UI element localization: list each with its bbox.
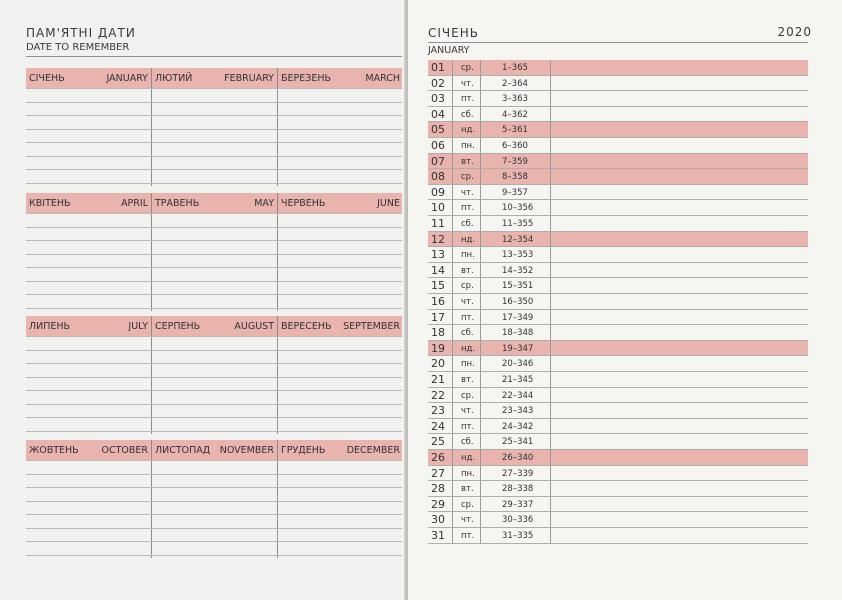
cell-divider xyxy=(480,294,481,309)
day-count: 16–350 xyxy=(502,297,534,307)
month-name-ua: ЛИСТОПАД xyxy=(155,445,211,456)
day-count: 20–346 xyxy=(502,359,534,370)
day-row[interactable] xyxy=(428,185,808,201)
day-number: 17 xyxy=(431,310,445,324)
cell-divider xyxy=(452,512,453,527)
writing-line[interactable] xyxy=(26,227,402,228)
weekday-label: пн. xyxy=(461,141,475,151)
day-row[interactable] xyxy=(428,434,808,450)
day-count: 4–362 xyxy=(502,109,528,120)
month-rule xyxy=(428,42,808,43)
month-name-en: JULY xyxy=(128,321,148,332)
cell-divider xyxy=(452,60,453,75)
cell-divider xyxy=(550,107,551,122)
writing-line[interactable] xyxy=(26,474,402,475)
cell-divider xyxy=(452,122,453,137)
weekday-label: чт. xyxy=(461,78,474,89)
writing-line[interactable] xyxy=(26,431,402,432)
cell-divider xyxy=(452,372,453,387)
day-row[interactable] xyxy=(428,372,808,388)
day-number: 15 xyxy=(431,279,445,293)
day-row[interactable] xyxy=(428,481,808,497)
cell-divider xyxy=(452,200,453,215)
day-number: 26 xyxy=(431,451,445,464)
day-row[interactable] xyxy=(428,419,808,435)
day-row[interactable] xyxy=(428,310,808,326)
day-number: 10 xyxy=(431,201,445,215)
day-count: 7–359 xyxy=(502,156,528,167)
cell-divider xyxy=(550,512,551,527)
day-number: 05 xyxy=(431,123,445,137)
month-name-ua: БЕРЕЗЕНЬ xyxy=(281,73,332,84)
day-row[interactable] xyxy=(428,91,808,107)
cell-divider xyxy=(550,200,551,215)
day-number: 06 xyxy=(431,139,445,152)
quarter-block xyxy=(26,193,402,311)
cell-divider xyxy=(452,216,453,231)
writing-line[interactable] xyxy=(26,308,402,309)
cell-divider xyxy=(550,169,551,184)
month-name-en: JANUARY xyxy=(106,73,148,84)
month-name-ua: ГРУДЕНЬ xyxy=(281,445,326,456)
day-number: 03 xyxy=(431,92,445,106)
cell-divider xyxy=(480,107,481,122)
day-count: 1–365 xyxy=(502,63,528,73)
day-count: 25–341 xyxy=(502,437,534,448)
cell-divider xyxy=(550,419,551,434)
cell-divider xyxy=(480,200,481,215)
weekday-label: пт. xyxy=(461,421,475,432)
day-number: 24 xyxy=(431,419,445,433)
day-count: 14–352 xyxy=(502,265,534,276)
month-name-en: AUGUST xyxy=(234,321,274,332)
cell-divider xyxy=(452,278,453,293)
day-number: 31 xyxy=(431,529,445,542)
writing-line[interactable] xyxy=(26,390,402,391)
cell-divider xyxy=(480,122,481,137)
month-header xyxy=(152,316,277,336)
day-count: 22–344 xyxy=(502,390,534,401)
day-number: 29 xyxy=(431,497,445,511)
day-count: 11–355 xyxy=(502,219,534,229)
cell-divider xyxy=(480,450,481,465)
day-number: 01 xyxy=(431,61,445,74)
cell-divider xyxy=(550,91,551,106)
month-header xyxy=(278,316,403,336)
day-number: 08 xyxy=(431,170,445,184)
day-row[interactable] xyxy=(428,169,808,185)
day-row[interactable] xyxy=(428,232,808,248)
cell-divider xyxy=(550,341,551,356)
month-header xyxy=(26,316,151,336)
cell-divider xyxy=(480,60,481,75)
day-count: 5–361 xyxy=(502,125,528,136)
cell-divider xyxy=(550,497,551,512)
weekday-label: нд. xyxy=(461,453,476,463)
cell-divider xyxy=(550,278,551,293)
weekday-label: ср. xyxy=(461,63,474,73)
day-number: 22 xyxy=(431,388,445,402)
cell-divider xyxy=(452,154,453,169)
day-count: 8–358 xyxy=(502,172,528,183)
weekday-label: вт. xyxy=(461,265,474,276)
cell-divider xyxy=(452,403,453,418)
weekday-label: сб. xyxy=(461,437,474,448)
writing-line[interactable] xyxy=(26,156,402,157)
cell-divider xyxy=(452,263,453,278)
day-row[interactable] xyxy=(428,497,808,513)
cell-divider xyxy=(550,232,551,247)
cell-divider xyxy=(480,310,481,325)
weekday-label: ср. xyxy=(461,499,474,510)
day-count: 15–351 xyxy=(502,281,534,292)
day-count: 26–340 xyxy=(502,453,534,463)
writing-line[interactable] xyxy=(26,501,402,502)
cell-divider xyxy=(550,388,551,403)
writing-line[interactable] xyxy=(26,514,402,515)
writing-line[interactable] xyxy=(26,417,402,418)
title-rule xyxy=(26,56,402,57)
page-title: ПАМ'ЯТНІ ДАТИ xyxy=(26,26,136,40)
cell-divider xyxy=(452,76,453,91)
day-count: 17–349 xyxy=(502,312,534,323)
day-number: 18 xyxy=(431,326,445,340)
year-label: 2020 xyxy=(777,25,812,39)
month-name-ua: ЧЕРВЕНЬ xyxy=(281,198,326,209)
day-count: 27–339 xyxy=(502,468,534,479)
weekday-label: пт. xyxy=(461,94,475,105)
writing-line[interactable] xyxy=(26,169,402,170)
cell-divider xyxy=(452,388,453,403)
cell-divider xyxy=(550,138,551,153)
weekday-label: пн. xyxy=(461,468,475,479)
cell-divider xyxy=(452,232,453,247)
cell-divider xyxy=(480,481,481,496)
month-header xyxy=(278,440,403,460)
day-count: 13–353 xyxy=(502,250,534,261)
weekday-label: вт. xyxy=(461,484,474,495)
cell-divider xyxy=(480,216,481,231)
cell-divider xyxy=(550,403,551,418)
page-subtitle: DATE TO REMEMBER xyxy=(26,42,130,53)
cell-divider xyxy=(480,154,481,169)
day-number: 13 xyxy=(431,248,445,262)
day-count: 21–345 xyxy=(502,375,534,385)
day-count: 28–338 xyxy=(502,484,534,495)
day-row[interactable] xyxy=(428,325,808,341)
cell-divider xyxy=(452,294,453,309)
day-number: 21 xyxy=(431,373,445,386)
day-number: 14 xyxy=(431,263,445,277)
cell-divider xyxy=(452,341,453,356)
day-count: 31–335 xyxy=(502,531,534,541)
day-row[interactable] xyxy=(428,388,808,404)
weekday-label: чт. xyxy=(461,297,474,307)
cell-divider xyxy=(480,247,481,262)
cell-divider xyxy=(480,341,481,356)
day-number: 12 xyxy=(431,232,445,246)
cell-divider xyxy=(480,278,481,293)
month-name-en: MAY xyxy=(254,198,274,209)
day-number: 27 xyxy=(431,466,445,480)
month-name-ua: СЕРПЕНЬ xyxy=(155,321,201,332)
cell-divider xyxy=(480,91,481,106)
month-name-ua: ТРАВЕНЬ xyxy=(155,198,200,209)
cell-divider xyxy=(550,528,551,543)
weekday-label: нд. xyxy=(461,234,476,245)
cell-divider xyxy=(550,356,551,371)
day-row[interactable] xyxy=(428,247,808,263)
month-header xyxy=(278,68,403,88)
day-row[interactable] xyxy=(428,107,808,123)
day-row[interactable] xyxy=(428,154,808,170)
weekday-label: вт. xyxy=(461,375,474,385)
day-row[interactable] xyxy=(428,60,808,76)
day-row[interactable] xyxy=(428,216,808,232)
cell-divider xyxy=(452,434,453,449)
weekday-label: чт. xyxy=(461,515,474,526)
cell-divider xyxy=(452,107,453,122)
writing-line[interactable] xyxy=(26,377,402,378)
day-number: 28 xyxy=(431,482,445,496)
month-header xyxy=(152,193,277,213)
day-number: 09 xyxy=(431,185,445,199)
cell-divider xyxy=(480,419,481,434)
month-header xyxy=(152,68,277,88)
month-name-en: DECEMBER xyxy=(346,445,400,456)
cell-divider xyxy=(480,403,481,418)
month-header xyxy=(152,440,277,460)
cell-divider xyxy=(550,185,551,200)
cell-divider xyxy=(480,325,481,340)
cell-divider xyxy=(480,388,481,403)
writing-line[interactable] xyxy=(26,336,402,337)
day-count: 6–360 xyxy=(502,141,528,151)
cell-divider xyxy=(452,310,453,325)
cell-divider xyxy=(550,481,551,496)
right-page xyxy=(408,0,842,600)
cell-divider xyxy=(550,247,551,262)
month-name-ua: ЛЮТИЙ xyxy=(155,73,193,84)
cell-divider xyxy=(480,434,481,449)
weekday-label: пн. xyxy=(461,359,475,370)
cell-divider xyxy=(550,310,551,325)
month-title: СІЧЕНЬ xyxy=(428,26,479,40)
month-name-en: MARCH xyxy=(365,73,400,84)
cell-divider xyxy=(480,76,481,91)
day-row[interactable] xyxy=(428,512,808,528)
writing-line[interactable] xyxy=(26,115,402,116)
day-number: 25 xyxy=(431,435,445,449)
cell-divider xyxy=(550,450,551,465)
cell-divider xyxy=(550,372,551,387)
day-row[interactable] xyxy=(428,76,808,92)
writing-line[interactable] xyxy=(26,555,402,556)
cell-divider xyxy=(550,294,551,309)
cell-divider xyxy=(452,466,453,481)
day-number: 20 xyxy=(431,357,445,371)
month-name-en: JUNE xyxy=(377,198,400,209)
writing-line[interactable] xyxy=(26,404,402,405)
cell-divider xyxy=(452,528,453,543)
writing-line[interactable] xyxy=(26,254,402,255)
writing-line[interactable] xyxy=(26,487,402,488)
cell-divider xyxy=(480,232,481,247)
weekday-label: пт. xyxy=(461,531,475,541)
writing-line[interactable] xyxy=(26,350,402,351)
weekday-label: вт. xyxy=(461,156,474,167)
cell-divider xyxy=(480,528,481,543)
writing-line[interactable] xyxy=(26,294,402,295)
day-number: 02 xyxy=(431,76,445,90)
day-row[interactable] xyxy=(428,356,808,372)
day-row[interactable] xyxy=(428,466,808,482)
cell-divider xyxy=(480,263,481,278)
weekday-label: ср. xyxy=(461,390,474,401)
weekday-label: чт. xyxy=(461,187,474,198)
day-row[interactable] xyxy=(428,403,808,419)
writing-line[interactable] xyxy=(26,142,402,143)
day-row[interactable] xyxy=(428,138,808,154)
cell-divider xyxy=(480,372,481,387)
writing-line[interactable] xyxy=(26,240,402,241)
cell-divider xyxy=(452,325,453,340)
month-name-ua: ЛИПЕНЬ xyxy=(29,321,71,332)
day-number: 07 xyxy=(431,154,445,168)
cell-divider xyxy=(452,169,453,184)
cell-divider xyxy=(480,185,481,200)
cell-divider xyxy=(452,185,453,200)
weekday-label: сб. xyxy=(461,328,474,339)
weekday-label: пн. xyxy=(461,250,475,261)
writing-line[interactable] xyxy=(26,460,402,461)
writing-line[interactable] xyxy=(26,129,402,130)
day-count: 9–357 xyxy=(502,187,528,198)
writing-line[interactable] xyxy=(26,88,402,89)
weekday-label: сб. xyxy=(461,109,474,120)
cell-divider xyxy=(550,154,551,169)
month-header xyxy=(26,68,151,88)
writing-line[interactable] xyxy=(26,213,402,214)
weekday-label: пт. xyxy=(461,312,475,323)
day-row[interactable] xyxy=(428,263,808,279)
writing-line[interactable] xyxy=(26,267,402,268)
cell-divider xyxy=(550,263,551,278)
day-count: 23–343 xyxy=(502,406,534,417)
weekday-label: нд. xyxy=(461,343,476,354)
month-name-ua: ВЕРЕСЕНЬ xyxy=(281,321,332,332)
month-name-ua: КВІТЕНЬ xyxy=(29,198,71,209)
day-number: 11 xyxy=(431,217,445,230)
month-subtitle: JANUARY xyxy=(428,45,470,56)
month-name-en: FEBRUARY xyxy=(224,73,274,84)
cell-divider xyxy=(550,60,551,75)
month-name-en: SEPTEMBER xyxy=(343,321,400,332)
cell-divider xyxy=(550,466,551,481)
cell-divider xyxy=(452,91,453,106)
month-name-ua: СІЧЕНЬ xyxy=(29,73,65,84)
day-row[interactable] xyxy=(428,294,808,310)
day-row[interactable] xyxy=(428,122,808,138)
weekday-label: чт. xyxy=(461,406,474,417)
cell-divider xyxy=(550,216,551,231)
weekday-label: ср. xyxy=(461,172,474,183)
month-name-ua: ЖОВТЕНЬ xyxy=(29,445,79,456)
cell-divider xyxy=(452,419,453,434)
day-number: 16 xyxy=(431,295,445,308)
day-number: 19 xyxy=(431,341,445,355)
cell-divider xyxy=(480,497,481,512)
cell-divider xyxy=(452,497,453,512)
day-count: 12–354 xyxy=(502,234,534,245)
quarter-block xyxy=(26,68,402,186)
cell-divider xyxy=(550,434,551,449)
day-row[interactable] xyxy=(428,528,808,544)
cell-divider xyxy=(550,325,551,340)
cell-divider xyxy=(480,138,481,153)
day-number: 04 xyxy=(431,107,445,121)
cell-divider xyxy=(550,122,551,137)
weekday-label: ср. xyxy=(461,281,474,292)
month-header xyxy=(278,193,403,213)
day-row[interactable] xyxy=(428,278,808,294)
cell-divider xyxy=(550,76,551,91)
cell-divider xyxy=(480,512,481,527)
weekday-label: пт. xyxy=(461,203,475,214)
cell-divider xyxy=(452,247,453,262)
cell-divider xyxy=(452,481,453,496)
month-name-en: OCTOBER xyxy=(101,445,148,456)
weekday-label: сб. xyxy=(461,219,474,229)
weekday-label: нд. xyxy=(461,125,476,136)
writing-line[interactable] xyxy=(26,541,402,542)
writing-line[interactable] xyxy=(26,363,402,364)
left-page xyxy=(0,0,406,600)
cell-divider xyxy=(480,466,481,481)
month-header xyxy=(26,440,151,460)
day-count: 3–363 xyxy=(502,94,528,105)
day-count: 19–347 xyxy=(502,343,534,354)
day-count: 2–364 xyxy=(502,78,528,89)
writing-line[interactable] xyxy=(26,102,402,103)
writing-line[interactable] xyxy=(26,528,402,529)
month-header xyxy=(26,193,151,213)
day-row[interactable] xyxy=(428,450,808,466)
cell-divider xyxy=(452,450,453,465)
day-row[interactable] xyxy=(428,200,808,216)
day-count: 18–348 xyxy=(502,328,534,339)
day-count: 29–337 xyxy=(502,499,534,510)
cell-divider xyxy=(480,169,481,184)
writing-line[interactable] xyxy=(26,281,402,282)
cell-divider xyxy=(452,138,453,153)
month-name-en: APRIL xyxy=(121,198,148,209)
day-count: 10–356 xyxy=(502,203,534,214)
day-number: 23 xyxy=(431,404,445,418)
quarter-block xyxy=(26,440,402,558)
day-count: 24–342 xyxy=(502,421,534,432)
day-number: 30 xyxy=(431,513,445,527)
day-row[interactable] xyxy=(428,341,808,357)
month-name-en: NOVEMBER xyxy=(219,445,274,456)
cell-divider xyxy=(480,356,481,371)
day-count: 30–336 xyxy=(502,515,534,526)
cell-divider xyxy=(452,356,453,371)
writing-line[interactable] xyxy=(26,183,402,184)
quarter-block xyxy=(26,316,402,434)
